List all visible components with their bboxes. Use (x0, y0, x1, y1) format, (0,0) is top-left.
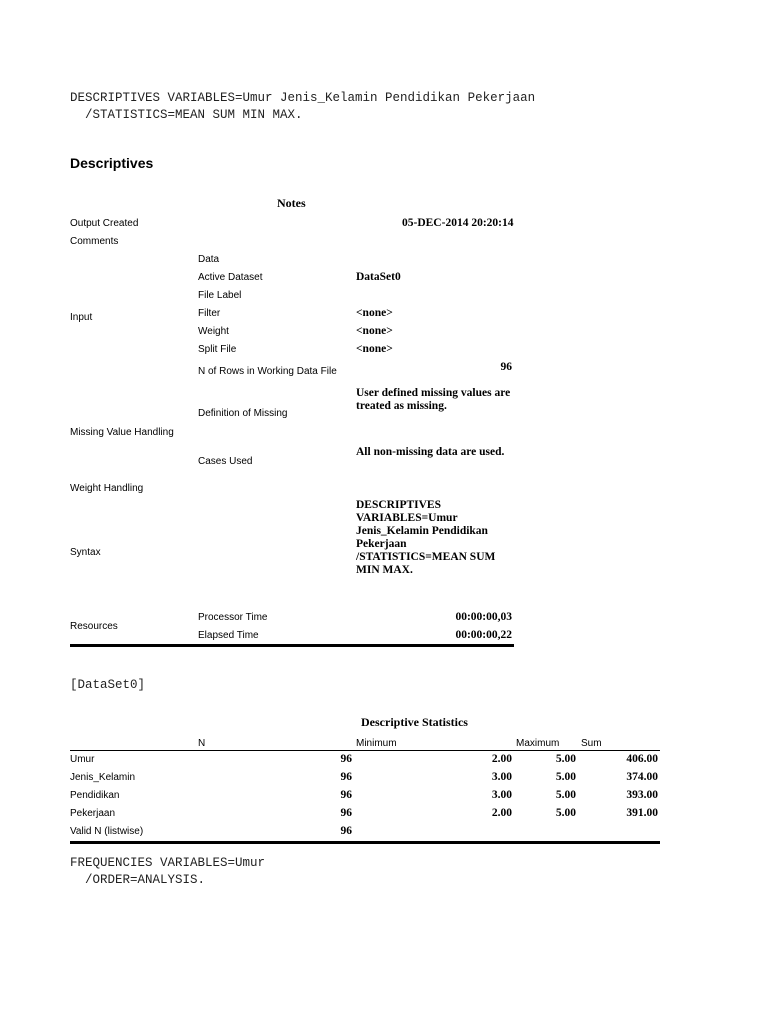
row-label-weight-handling: Weight Handling (70, 483, 144, 494)
cell-max: 5.00 (555, 807, 576, 819)
row-label-data: Data (198, 254, 220, 265)
row-label-resources: Resources (70, 621, 118, 632)
row-label-file-label: File Label (198, 290, 242, 301)
row-label-input: Input (70, 312, 93, 323)
section-heading: Descriptives (70, 155, 154, 171)
cell-valid-n: 96 (340, 825, 352, 837)
n-rows-value: 96 (500, 361, 512, 373)
cell-n: 96 (340, 771, 352, 783)
col-header-n: N (198, 738, 206, 749)
row-label-syntax: Syntax (70, 547, 101, 558)
syntax-line: DESCRIPTIVES VARIABLES=Umur Jenis_Kelamin Pendidikan Pekerjaan (70, 91, 536, 105)
syntax-line: FREQUENCIES VARIABLES=Umur (70, 856, 266, 870)
cell-min: 2.00 (491, 807, 512, 819)
row-label-valid-n: Valid N (listwise) (70, 826, 144, 837)
elapsed-time-value: 00:00:00,22 (455, 629, 512, 641)
row-label: Umur (70, 754, 95, 765)
row-label-weight: Weight (198, 326, 229, 337)
cell-sum: 391.00 (626, 807, 658, 819)
cell-n: 96 (340, 807, 352, 819)
row-label-filter: Filter (198, 308, 221, 319)
desc-stats-bottom-rule (70, 841, 660, 844)
cases-used-value: All non-missing data are used. (356, 446, 505, 458)
row-label-cases-used: Cases Used (198, 456, 253, 467)
syntax-line: /STATISTICS=MEAN SUM MIN MAX. (70, 108, 303, 122)
weight-value: <none> (356, 325, 393, 337)
notes-title: Notes (277, 196, 306, 210)
row-label-processor-time: Processor Time (198, 612, 268, 623)
row-label-elapsed-time: Elapsed Time (198, 630, 259, 641)
row-label-comments: Comments (70, 236, 119, 247)
row-label-missing-value-handling: Missing Value Handling (70, 427, 174, 438)
cell-max: 5.00 (555, 789, 576, 801)
row-label-split-file: Split File (198, 344, 237, 355)
col-header-minimum: Minimum (356, 738, 397, 749)
cell-sum: 406.00 (626, 753, 658, 765)
col-header-maximum: Maximum (516, 738, 560, 749)
cell-sum: 374.00 (626, 771, 658, 783)
cell-sum: 393.00 (626, 789, 658, 801)
filter-value: <none> (356, 307, 393, 319)
row-label-active-dataset: Active Dataset (198, 272, 263, 283)
syntax-value: DESCRIPTIVES VARIABLES=Umur Jenis_Kelamin Pendidikan Pekerjaan /STATISTICS=MEAN SUM MIN MAX. (356, 499, 496, 576)
cell-min: 3.00 (491, 771, 512, 783)
cell-n: 96 (340, 789, 352, 801)
split-file-value: <none> (356, 343, 393, 355)
row-label-n-rows: N of Rows in Working Data File (198, 366, 337, 377)
dataset-tag: [DataSet0] (70, 678, 146, 692)
syntax-line: /ORDER=ANALYSIS. (70, 873, 206, 887)
notes-bottom-rule (70, 644, 514, 647)
row-label: Pekerjaan (70, 808, 116, 819)
cell-n: 96 (340, 753, 352, 765)
cell-max: 5.00 (555, 753, 576, 765)
desc-stats-title: Descriptive Statistics (361, 715, 468, 729)
row-label-output-created: Output Created (70, 218, 139, 229)
cell-min: 3.00 (491, 789, 512, 801)
row-label: Pendidikan (70, 790, 120, 801)
active-dataset-value: DataSet0 (356, 271, 401, 283)
cell-min: 2.00 (491, 753, 512, 765)
definition-of-missing-value: User defined missing values are treated as missing. (356, 387, 511, 412)
output-created-value: 05-DEC-2014 20:20:14 (402, 217, 514, 229)
cell-max: 5.00 (555, 771, 576, 783)
row-label-definition-of-missing: Definition of Missing (198, 408, 288, 419)
col-header-sum: Sum (581, 738, 602, 749)
processor-time-value: 00:00:00,03 (455, 611, 512, 623)
header-rule (70, 750, 660, 751)
row-label: Jenis_Kelamin (70, 772, 136, 783)
